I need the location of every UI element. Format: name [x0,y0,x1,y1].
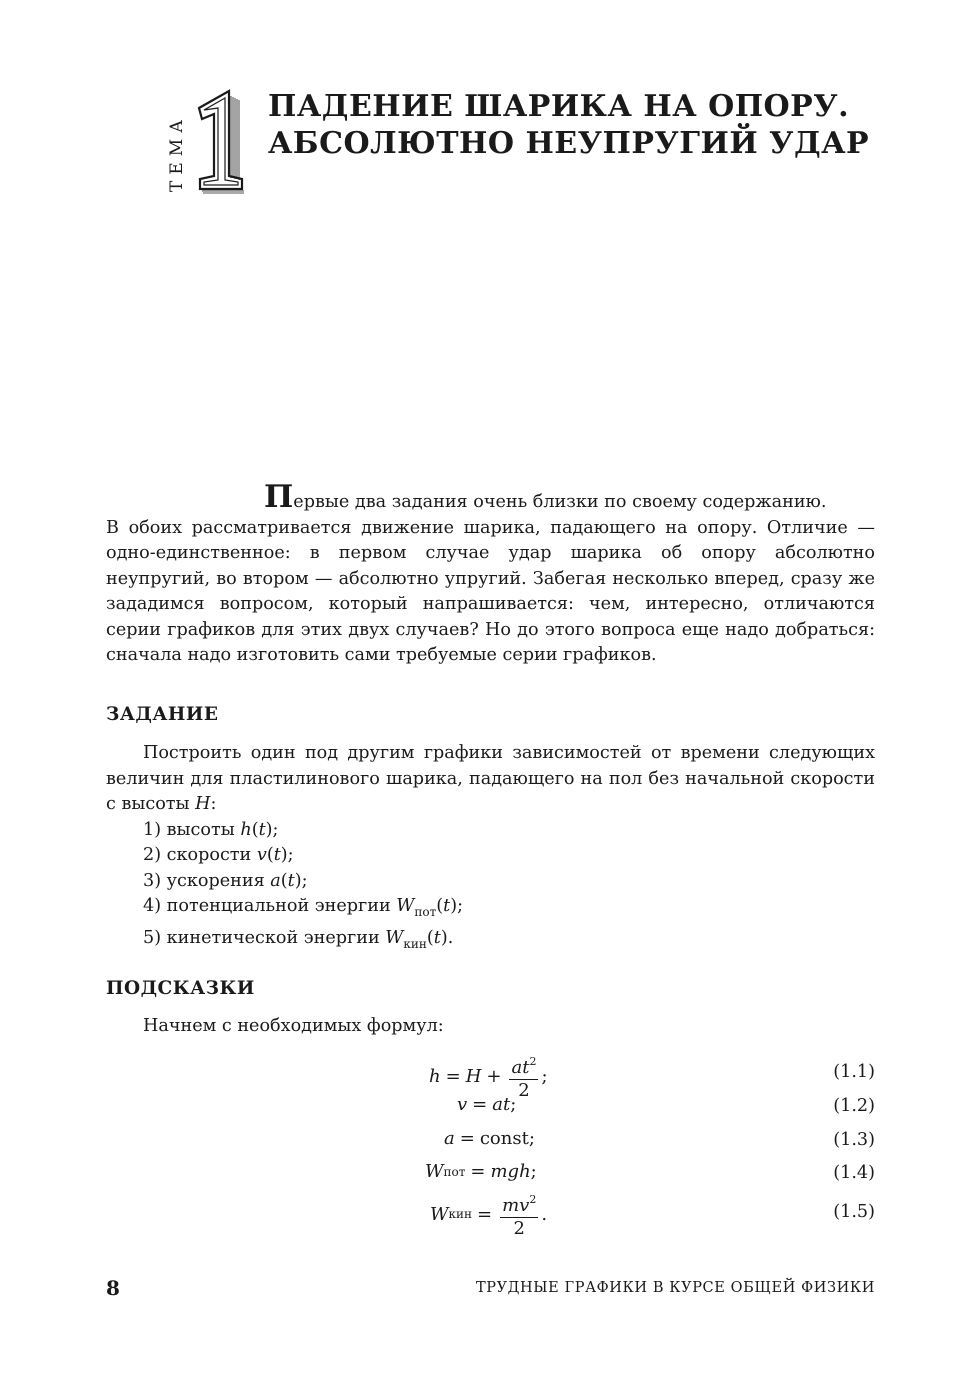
formula-number: (1.1) [833,1062,875,1082]
task-item: 5) кинетической энергии $W_{кин}(t)$. [143,927,454,951]
chapter-title-line-2: АБСОЛЮТНО НЕУПРУГИЙ УДАР [268,126,870,161]
task-item: 2) скорости v(t); [143,845,294,865]
formula-1-1: h = H + $\frac{at^2}{2}$ ; (1.1) [300,1052,875,1100]
task-paragraph-text: Построить один под другим графики зависимостей от времени следующих величин для пластилинового шарика, падающего на пол без начальной скорости с высоты [106,743,875,814]
task-item: 1) высоты h(t); [143,819,279,840]
task-paragraph: Построить один под другим графики зависимостей от времени следующих величин для пластилинового шарика, падающего на пол без начальной скорости с высоты H: [106,743,875,814]
intro-line-1: ервые два задания очень близки по своему содержанию. [293,492,827,512]
theme-number-glyph [196,88,246,194]
fraction: $\frac{mv^2}{2}$ [500,1189,538,1239]
intro-paragraph [106,479,875,669]
chapter-title-line-1: ПАДЕНИЕ ШАРИКА НА ОПОРУ. [268,89,850,124]
intro-rest: В обоих рассматривается движение шарика, падающего на опору. Отличие — одно-единственное: в первом случае удар шарика об опору абсолютно неупругий, во втором — абсолютно упругий. Забегая несколько вперед, сразу же зададимся вопросом, который напрашивается: чем, интересно, отличаются серии графиков для этих двух случаев? Но до этого вопроса еще надо добраться: сначала надо изготовить сами требуемые серии графиков. [106,517,875,665]
running-title: ТРУДНЫЕ ГРАФИКИ В КУРСЕ ОБЩЕЙ ФИЗИКИ [475,1280,875,1296]
formula-number: (1.2) [833,1096,875,1116]
formula-number: (1.4) [833,1163,875,1183]
formula-1-2: v = at ; (1.2) [457,1094,875,1116]
formula-number: (1.5) [833,1202,875,1222]
theme-label-text: ТЕМА [167,113,187,193]
fraction: $\frac{at^2}{2}$ [509,1051,538,1101]
theme-label [163,108,191,198]
formula-number: (1.3) [833,1130,875,1150]
task-item: 3) ускорения a(t); [143,870,308,891]
formula-1-3: a = const ; (1.3) [444,1128,875,1150]
drop-cap: П [264,479,294,515]
page-number: 8 [106,1276,120,1300]
task-section [106,741,875,957]
task-item: 4) потенциальной энергии $W_{пот}(t)$; [143,896,464,919]
hints-intro: Начнем с необходимых формул: [143,1016,444,1036]
chapter-title [268,88,928,162]
height-symbol: H [195,794,211,814]
formula-1-5: W кин = $\frac{mv^2}{2}$ . (1.5) [300,1190,875,1238]
hints-heading: ПОДСКАЗКИ [106,978,255,999]
formula-1-4: W пот = mgh ; (1.4) [425,1161,875,1183]
task-heading: ЗАДАНИЕ [106,704,219,725]
